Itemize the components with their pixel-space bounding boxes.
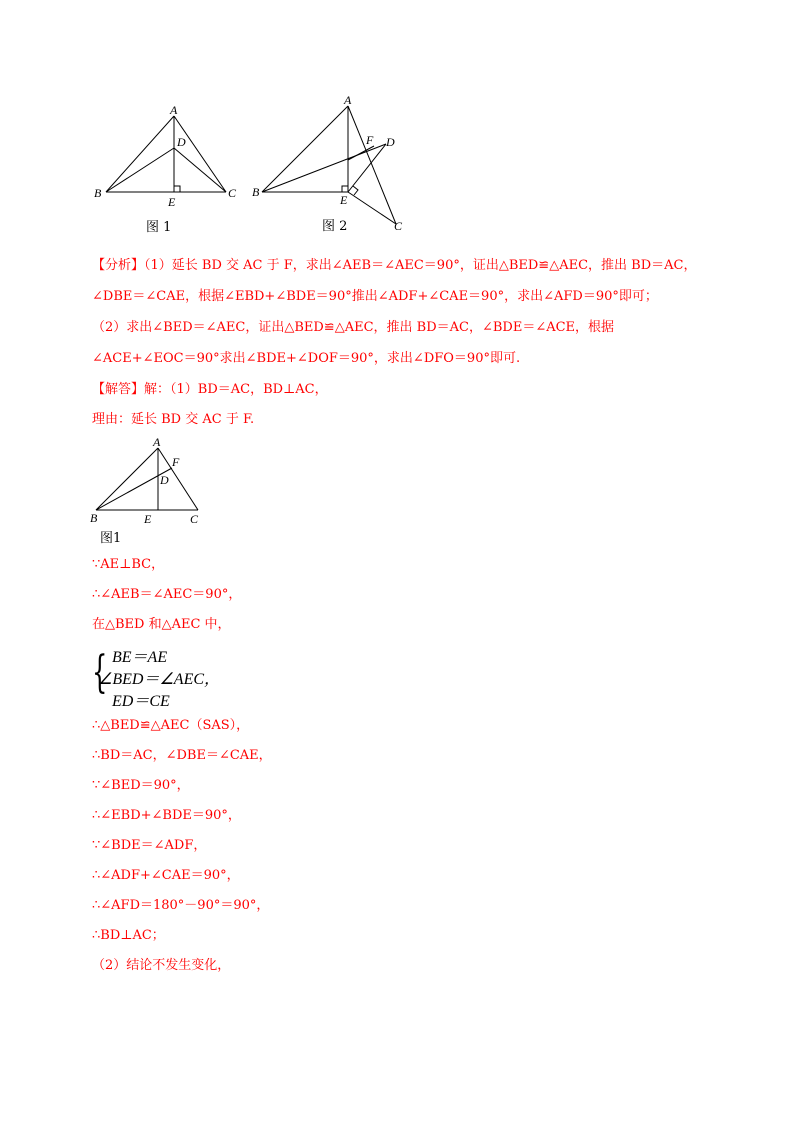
figure-1-mid (88, 434, 218, 546)
step-2: ∴∠AEB＝∠AEC＝90°， (92, 587, 242, 602)
label-a: A (170, 103, 178, 117)
figure-1-mid-drawing (88, 434, 218, 546)
step-1: ∵AE⊥BC， (92, 557, 165, 572)
step-7: ∴∠EBD+∠BDE＝90°， (92, 808, 241, 823)
figure-2-caption: 图 2 (322, 219, 348, 234)
step-11: ∴BD⊥AC； (92, 928, 165, 943)
label-c: C (394, 219, 403, 233)
analysis-line-3: （2）求出∠BED＝∠AEC，证出△BED≌△AEC，推出 BD＝AC，∠BDE＝∠ACE，根据 (92, 320, 615, 335)
step-5: ∴BD＝AC，∠DBE＝∠CAE， (92, 748, 272, 763)
label-e: E (144, 512, 152, 526)
left-brace: { (92, 647, 108, 698)
step-4: ∴△BED≌△AEC（SAS）， (92, 718, 250, 733)
equation-system (92, 640, 292, 708)
equation-1: BE＝AE (112, 649, 168, 666)
figure-2-top-drawing (250, 92, 420, 240)
figure-1-top (88, 100, 248, 240)
equation-3: ED＝CE (112, 693, 170, 710)
step-6: ∵∠BED＝90°， (92, 778, 190, 793)
label-d: D (386, 135, 395, 149)
label-d: D (177, 135, 186, 149)
analysis-line-1: 【分析】（1）延长 BD 交 AC 于 F，求出∠AEB＝∠AEC＝90°，证出△BED≌△AEC，推出 BD＝AC， (92, 258, 697, 273)
label-b: B (94, 186, 102, 200)
answer-line-2: 理由：延长 BD 交 AC 于 F. (92, 412, 255, 427)
label-e: E (168, 195, 176, 209)
figure-1-mid-caption: 图1 (100, 531, 122, 546)
figure-1-caption: 图 1 (146, 220, 172, 235)
label-a: A (153, 435, 161, 449)
label-d: D (160, 473, 169, 487)
step-12: （2）结论不发生变化， (92, 958, 231, 973)
figure-2-top (250, 92, 420, 240)
step-8: ∵∠BDE＝∠ADF， (92, 838, 207, 853)
label-b: B (252, 185, 260, 199)
label-b: B (90, 511, 98, 525)
analysis-line-2: ∠DBE＝∠CAE，根据∠EBD+∠BDE＝90°推出∠ADF+∠CAE＝90°，求出∠AFD＝90°即可； (92, 289, 658, 304)
label-c: C (190, 512, 199, 526)
answer-line-1: 【解答】解：（1）BD＝AC，BD⊥AC， (92, 382, 328, 397)
figure-1-top-drawing (88, 100, 248, 240)
label-f: F (366, 133, 374, 147)
step-10: ∴∠AFD＝180°－90°＝90°， (92, 898, 270, 913)
label-f: F (172, 455, 180, 469)
label-e: E (340, 193, 348, 207)
step-9: ∴∠ADF+∠CAE＝90°， (92, 868, 240, 883)
label-a: A (344, 93, 352, 107)
equation-2: ∠BED＝∠AEC， (98, 671, 221, 688)
step-3: 在△BED 和△AEC 中， (92, 617, 231, 632)
label-c: C (228, 186, 237, 200)
analysis-line-4: ∠ACE+∠EOC＝90°求出∠BDE+∠DOF＝90°，求出∠DFO＝90°即可. (92, 351, 521, 366)
